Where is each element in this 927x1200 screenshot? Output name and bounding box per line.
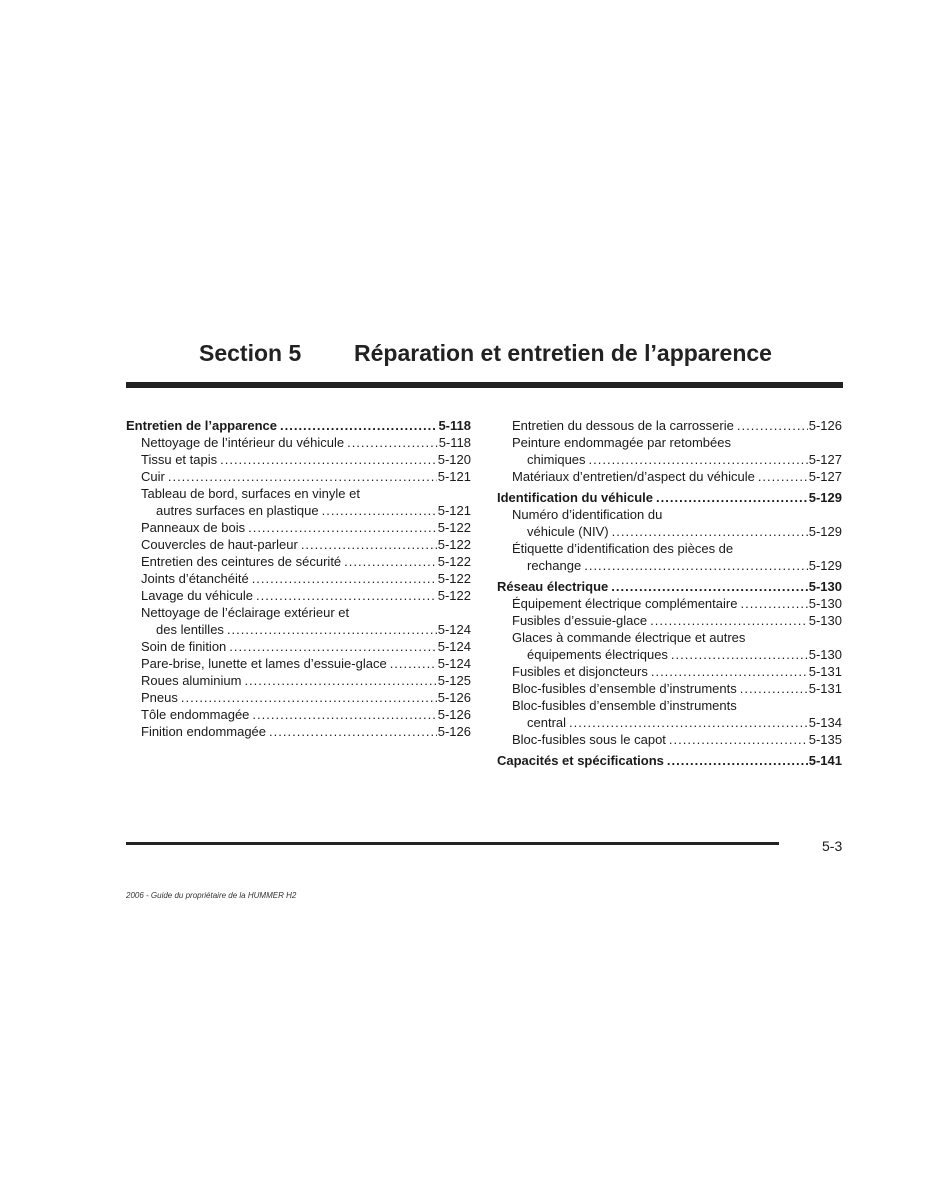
toc-entry-label: Fusibles et disjoncteurs bbox=[512, 664, 648, 679]
toc-entry-label: Nettoyage de l’intérieur du véhicule bbox=[141, 435, 345, 450]
toc-leader-dots bbox=[168, 468, 437, 485]
toc-right-column bbox=[497, 417, 842, 769]
toc-entry-page: 5-127 bbox=[808, 452, 842, 467]
toc-leader-dots bbox=[244, 672, 436, 689]
toc-heading-entry[interactable] bbox=[497, 578, 842, 595]
toc-entry-label: Équipement électrique complémentaire bbox=[512, 596, 738, 611]
toc-leader-dots bbox=[656, 489, 808, 506]
toc-heading-entry[interactable] bbox=[497, 752, 842, 769]
toc-entry-page: 5-122 bbox=[437, 554, 471, 569]
toc-entry-label: Entretien du dessous de la carrosserie bbox=[512, 418, 734, 433]
toc-entry[interactable] bbox=[126, 723, 471, 740]
toc-leader-dots bbox=[322, 502, 437, 519]
toc-entry-label: Tôle endommagée bbox=[141, 707, 250, 722]
toc-entry-line: Tableau de bord, surfaces en vinyle et bbox=[141, 486, 360, 501]
toc-leader-dots bbox=[344, 553, 437, 570]
toc-entry[interactable] bbox=[497, 680, 842, 697]
toc-entry-page: 5-126 bbox=[437, 707, 471, 722]
toc-leader-dots bbox=[269, 723, 437, 740]
toc-entry-page: 5-124 bbox=[437, 639, 471, 654]
toc-entry-line: Numéro d’identification du bbox=[512, 507, 663, 522]
toc-entry-page: 5-129 bbox=[808, 490, 842, 505]
toc-entry[interactable] bbox=[126, 672, 471, 689]
page-number: 5-3 bbox=[822, 838, 843, 854]
toc-entry-page: 5-124 bbox=[437, 622, 471, 637]
toc-entry-page: 5-131 bbox=[808, 681, 842, 696]
toc-leader-dots bbox=[584, 557, 808, 574]
toc-entry-label: Entretien des ceintures de sécurité bbox=[141, 554, 342, 569]
toc-entry-page: 5-129 bbox=[808, 524, 842, 539]
toc-leader-dots bbox=[280, 417, 437, 434]
toc-entry-label: Bloc-fusibles sous le capot bbox=[512, 732, 666, 747]
toc-entry-label: Pare-brise, lunette et lames d’essuie-glace bbox=[141, 656, 387, 671]
toc-entry-page: 5-135 bbox=[808, 732, 842, 747]
toc-entry-page: 5-122 bbox=[437, 537, 471, 552]
toc-entry[interactable] bbox=[126, 451, 471, 468]
toc-entry-page: 5-130 bbox=[808, 613, 842, 628]
toc-entry-label: Fusibles d’essuie-glace bbox=[512, 613, 648, 628]
toc-entry[interactable] bbox=[126, 638, 471, 655]
toc-entry-label: Réseau électrique bbox=[497, 579, 609, 594]
toc-entry-page: 5-122 bbox=[437, 571, 471, 586]
toc-entry-label: véhicule (NIV) bbox=[527, 524, 609, 539]
toc-entry-label: Panneaux de bois bbox=[141, 520, 246, 535]
toc-entry-page: 5-121 bbox=[437, 503, 471, 518]
toc-leader-dots bbox=[227, 621, 437, 638]
toc-entry-line: Glaces à commande électrique et autres bbox=[512, 630, 746, 645]
toc-leader-dots bbox=[650, 612, 808, 629]
heading-rule bbox=[126, 382, 843, 388]
toc-entry[interactable] bbox=[126, 519, 471, 536]
toc-entry[interactable] bbox=[126, 706, 471, 723]
toc-entry-label: Joints d’étanchéité bbox=[141, 571, 249, 586]
toc-entry-page: 5-130 bbox=[808, 647, 842, 662]
toc-entry-label: central bbox=[527, 715, 567, 730]
toc-leader-dots bbox=[612, 523, 808, 540]
toc-entry-label: Entretien de l’apparence bbox=[126, 418, 277, 433]
toc-entry[interactable] bbox=[497, 417, 842, 434]
toc-entry-page: 5-129 bbox=[808, 558, 842, 573]
toc-entry-page: 5-130 bbox=[808, 596, 842, 611]
toc-heading-entry[interactable] bbox=[497, 489, 842, 506]
toc-entry[interactable] bbox=[126, 655, 471, 672]
toc-entry-label: Capacités et spécifications bbox=[497, 753, 664, 768]
toc-entry-page: 5-130 bbox=[808, 579, 842, 594]
toc-entry-label: autres surfaces en plastique bbox=[156, 503, 319, 518]
toc-entry-label: Couvercles de haut-parleur bbox=[141, 537, 298, 552]
toc-entry[interactable] bbox=[497, 612, 842, 629]
footer-text: 2006 - Guide du propriétaire de la HUMMER H2 bbox=[126, 891, 297, 900]
footer-rule bbox=[126, 842, 779, 845]
toc-entry[interactable] bbox=[497, 714, 842, 731]
toc-leader-dots bbox=[229, 638, 436, 655]
toc-entry[interactable] bbox=[126, 553, 471, 570]
toc-entry[interactable] bbox=[126, 536, 471, 553]
toc-left-column bbox=[126, 417, 471, 740]
toc-entry-line: Bloc-fusibles d’ensemble d’instruments bbox=[512, 698, 737, 713]
toc-entry-label: Roues aluminium bbox=[141, 673, 242, 688]
toc-entry-page: 5-118 bbox=[438, 418, 471, 433]
toc-entry-page: 5-121 bbox=[437, 469, 471, 484]
toc-entry[interactable] bbox=[497, 523, 842, 540]
toc-entry[interactable] bbox=[497, 451, 842, 468]
toc-leader-dots bbox=[611, 578, 807, 595]
toc-leader-dots bbox=[740, 595, 807, 612]
toc-entry-page: 5-127 bbox=[808, 469, 842, 484]
toc-entry[interactable] bbox=[126, 587, 471, 604]
toc-entry[interactable] bbox=[497, 595, 842, 612]
toc-leader-dots bbox=[669, 731, 808, 748]
toc-entry-label: rechange bbox=[527, 558, 582, 573]
toc-entry-page: 5-134 bbox=[808, 715, 842, 730]
toc-entry-label: Identification du véhicule bbox=[497, 490, 654, 505]
toc-entry-page: 5-126 bbox=[808, 418, 842, 433]
toc-entry-label: des lentilles bbox=[156, 622, 224, 637]
toc-leader-dots bbox=[740, 680, 808, 697]
toc-leader-dots bbox=[301, 536, 437, 553]
toc-entry-label: équipements électriques bbox=[527, 647, 668, 662]
toc-heading-entry[interactable] bbox=[126, 417, 471, 434]
toc-leader-dots bbox=[651, 663, 808, 680]
toc-entry[interactable] bbox=[126, 689, 471, 706]
section-heading bbox=[199, 340, 772, 367]
toc-entry[interactable] bbox=[126, 502, 471, 519]
toc-entry-label: Cuir bbox=[141, 469, 165, 484]
toc-leader-dots bbox=[220, 451, 437, 468]
toc-leader-dots bbox=[181, 689, 437, 706]
toc-leader-dots bbox=[758, 468, 808, 485]
section-title: Réparation et entretien de l’apparence bbox=[354, 340, 772, 366]
toc-entry[interactable] bbox=[497, 731, 842, 748]
toc-entry-line: Nettoyage de l’éclairage extérieur et bbox=[141, 605, 350, 620]
toc-entry[interactable] bbox=[126, 621, 471, 638]
toc-entry-line: Étiquette d’identification des pièces de bbox=[512, 541, 734, 556]
toc-entry[interactable] bbox=[497, 663, 842, 680]
toc-entry-label: Bloc-fusibles d’ensemble d’instruments bbox=[512, 681, 737, 696]
toc-leader-dots bbox=[252, 706, 436, 723]
toc-leader-dots bbox=[737, 417, 808, 434]
toc-entry-page: 5-122 bbox=[437, 588, 471, 603]
toc-entry-page: 5-126 bbox=[437, 724, 471, 739]
toc-entry[interactable] bbox=[497, 557, 842, 574]
toc-leader-dots bbox=[252, 570, 437, 587]
toc-entry-label: Lavage du véhicule bbox=[141, 588, 254, 603]
toc-entry[interactable] bbox=[126, 434, 471, 451]
toc-entry[interactable] bbox=[497, 468, 842, 485]
toc-entry-page: 5-124 bbox=[437, 656, 471, 671]
toc-leader-dots bbox=[671, 646, 808, 663]
toc-leader-dots bbox=[569, 714, 808, 731]
toc-leader-dots bbox=[390, 655, 437, 672]
toc-entry-label: Finition endommagée bbox=[141, 724, 267, 739]
toc-entry-page: 5-122 bbox=[437, 520, 471, 535]
toc-entry-line: Peinture endommagée par retombées bbox=[512, 435, 731, 450]
toc-entry-label: Pneus bbox=[141, 690, 178, 705]
toc-entry-label: Soin de finition bbox=[141, 639, 227, 654]
toc-entry-label: Tissu et tapis bbox=[141, 452, 218, 467]
section-label: Section 5 bbox=[199, 340, 302, 366]
toc-leader-dots bbox=[347, 434, 438, 451]
toc-entry-label: chimiques bbox=[527, 452, 586, 467]
toc-entry-page: 5-118 bbox=[438, 435, 471, 450]
toc-entry-page: 5-141 bbox=[808, 753, 842, 768]
toc-entry-page: 5-120 bbox=[437, 452, 471, 467]
toc-leader-dots bbox=[589, 451, 808, 468]
toc-leader-dots bbox=[256, 587, 437, 604]
toc-entry-page: 5-126 bbox=[437, 690, 471, 705]
toc-entry[interactable] bbox=[497, 646, 842, 663]
toc-leader-dots bbox=[667, 752, 808, 769]
toc-entry-page: 5-131 bbox=[808, 664, 842, 679]
toc-entry-page: 5-125 bbox=[437, 673, 471, 688]
toc-leader-dots bbox=[248, 519, 437, 536]
toc-entry[interactable] bbox=[126, 468, 471, 485]
toc-entry[interactable] bbox=[126, 570, 471, 587]
toc-entry-label: Matériaux d’entretien/d’aspect du véhicule bbox=[512, 469, 755, 484]
